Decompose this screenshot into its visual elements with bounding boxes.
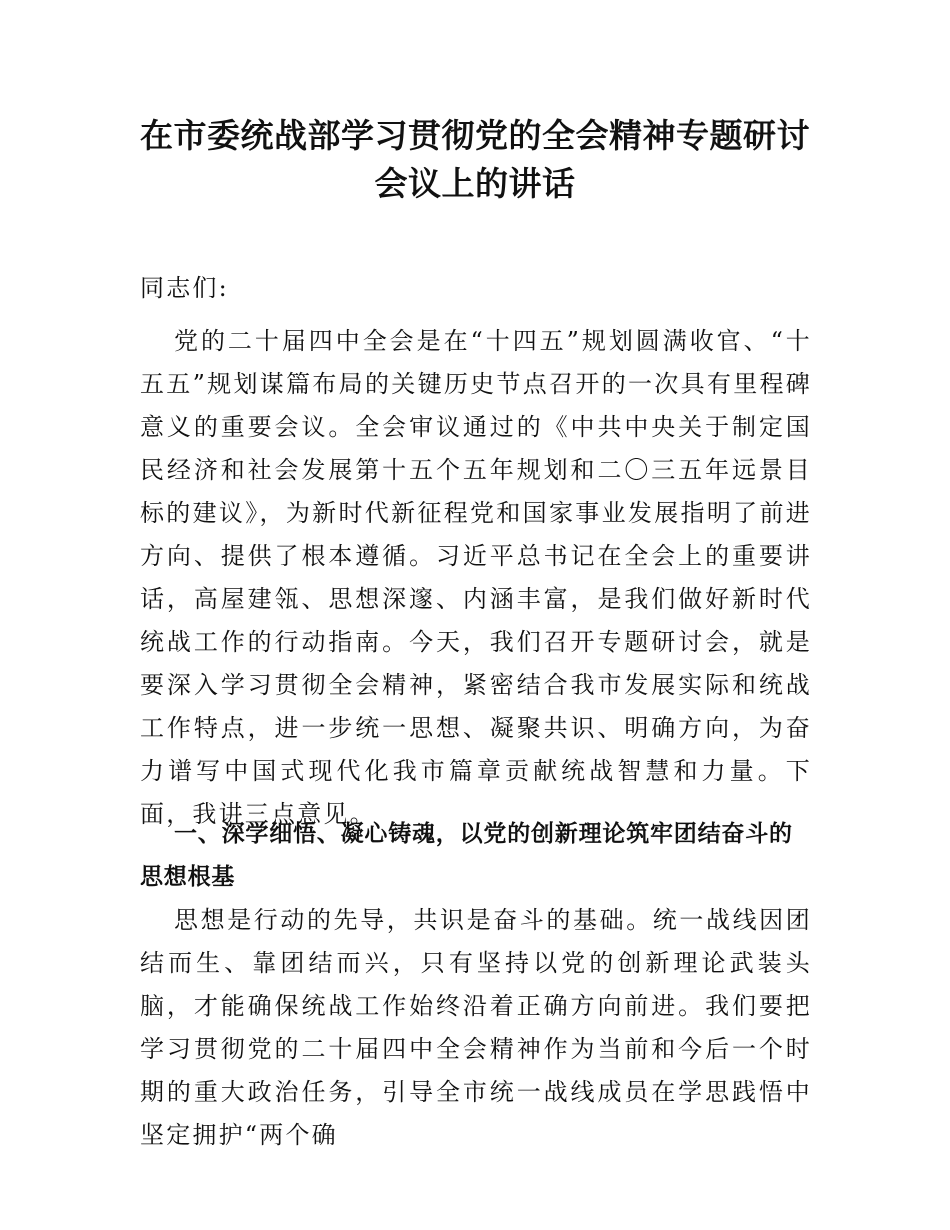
paragraph-intro: 党的二十届四中全会是在“十四五”规划圆满收官、“十五五”规划谋篇布局的关键历史节点召开的一次具有里程碑意义的重要会议。全会审议通过的《中共中央关于制定国民经济和社会发展第十五个五年规划和二〇三五年远景目标的建议》，为新时代新征程党和国家事业发展指明了前进方向、提供了根本遵循。习近平总书记在全会上的重要讲话，高屋建瓴、思想深邃、内涵丰富，是我们做好新时代统战工作的行动指南。今天，我们召开专题研讨会，就是要深入学习贯彻全会精神，紧密结合我市发展实际和统战工作特点，进一步统一思想、凝聚共识、明确方向，为奋力谱写中国式现代化我市篇章贡献统战智慧和力量。下面，我讲三点意见。 — [140, 327, 812, 828]
salutation: 同志们: — [140, 274, 229, 302]
paragraph-section-1: 思想是行动的先导，共识是奋斗的基础。统一战线因团结而生、靠团结而兴，只有坚持以党的创新理论武装头脑，才能确保统战工作始终沿着正确方向前进。我们要把学习贯彻党的二十届四中全会精神作为当前和今后一个时期的重大政治任务，引导全市统一战线成员在学思践悟中坚定拥护“两个确 — [140, 906, 812, 1149]
document-title: 在市委统战部学习贯彻党的全会精神专题研讨会议上的讲话 — [140, 116, 810, 203]
section-heading-1: 一、深学细悟、凝心铸魂，以党的创新理论筑牢团结奋斗的思想根基 — [140, 821, 793, 890]
